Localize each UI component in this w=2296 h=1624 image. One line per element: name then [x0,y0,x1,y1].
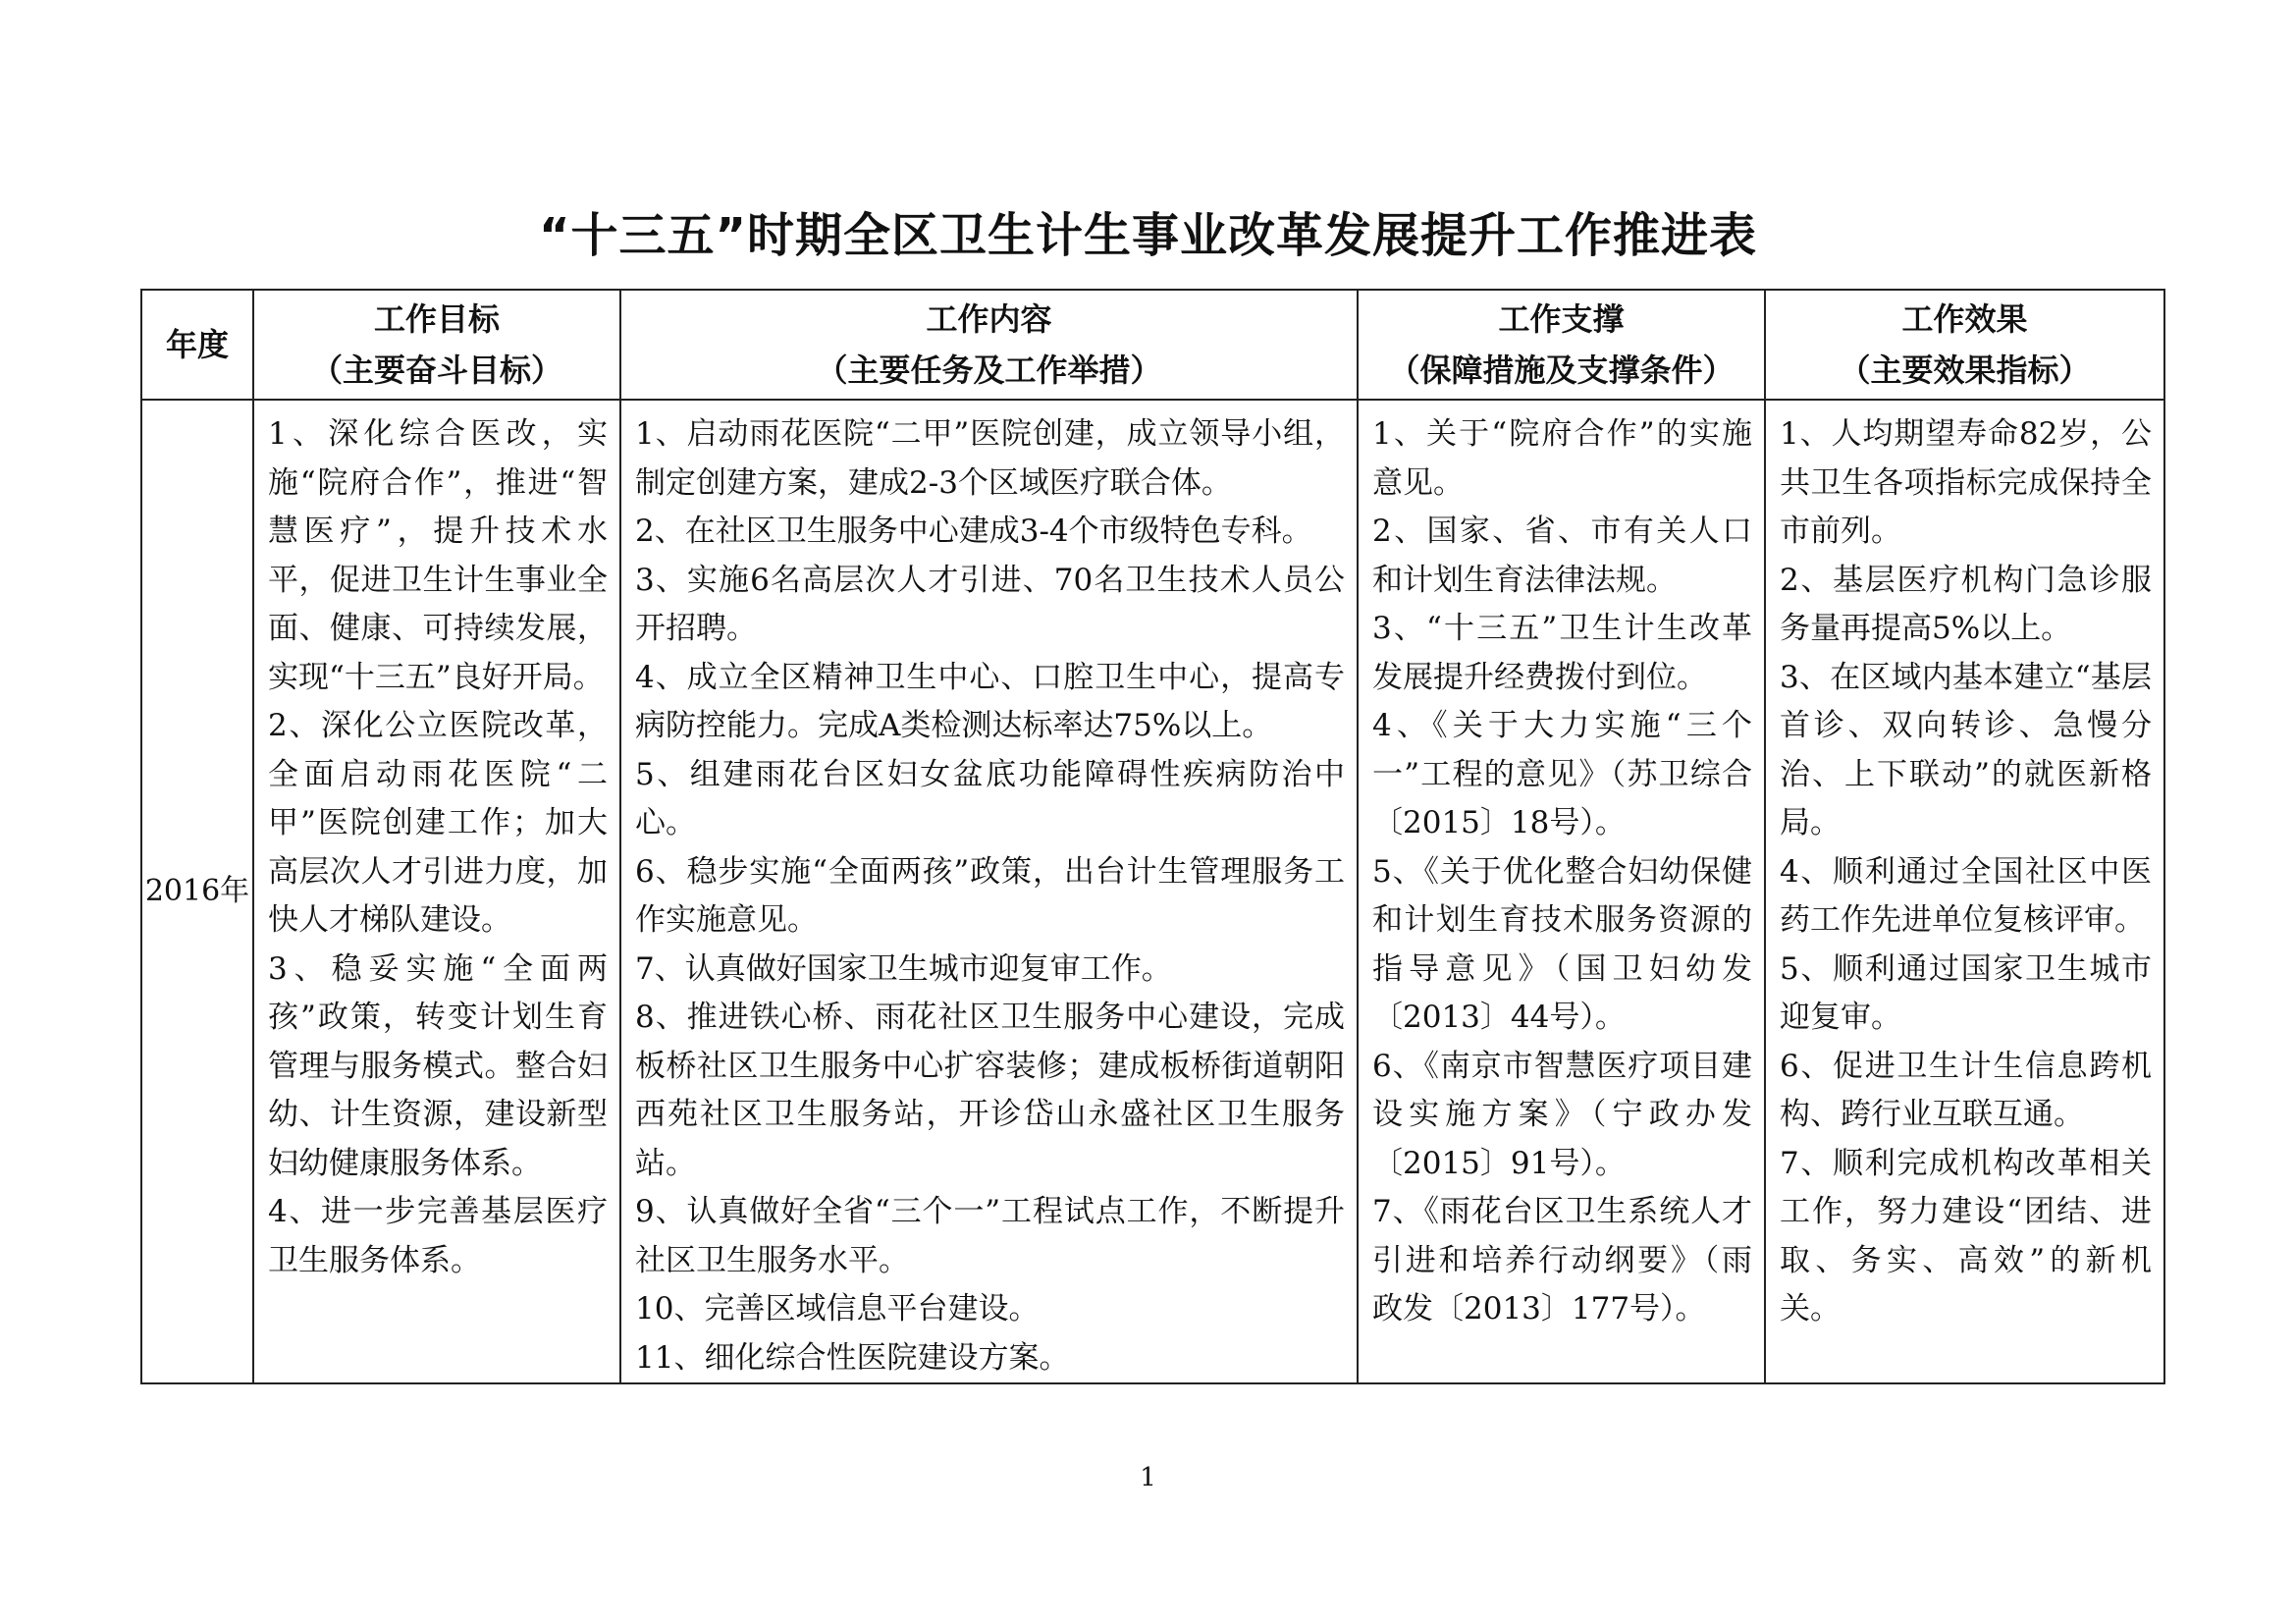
header-year: 年度 [141,290,253,400]
list-item: 3、在区域内基本建立“基层首诊、双向转诊、急慢分治、上下联动”的就医新格局。 [1780,659,2152,840]
list-item: 10、完善区域信息平台建设。 [635,1291,1040,1326]
header-support [1358,290,1765,400]
header-support-title: 工作支撑 [1498,300,1625,338]
list-item: 9、认真做好全省“三个一”工程试点工作，不断提升社区卫生服务水平。 [635,1194,1345,1278]
header-goal-subtitle: （主要奋斗目标） [310,352,562,389]
list-item: 3、稳妥实施“全面两孩”政策，转变计划生育管理与服务模式。整合妇幼、计生资源，建设新型妇幼健康服务体系。 [268,950,608,1181]
list-item: 5、顺利通过国家卫生城市迎复审。 [1780,950,2152,1035]
work-progress-table [140,289,2165,1384]
list-item: 5、《关于优化整合妇幼保健和计划生育技术服务资源的指导意见》（国卫妇幼发〔2013〕44号）。 [1372,853,1752,1035]
year-cell: 2016年 [141,400,253,1383]
list-item: 4、进一步完善基层医疗卫生服务体系。 [268,1194,608,1278]
header-content [620,290,1358,400]
table-row [141,400,2164,1383]
list-item: 7、认真做好国家卫生城市迎复审工作。 [635,950,1172,987]
list-item: 4、《关于大力实施“三个一”工程的意见》（苏卫综合〔2015〕18号）。 [1372,708,1752,840]
header-content-title: 工作内容 [926,300,1052,338]
goal-cell [253,400,620,1383]
list-item: 1、人均期望寿命82岁，公共卫生各项指标完成保持全市前列。 [1780,416,2152,549]
list-item: 8、推进铁心桥、雨花社区卫生服务中心建设，完成板桥社区卫生服务中心扩容装修；建成板桥街道朝阳西苑社区卫生服务站，开诊岱山永盛社区卫生服务站。 [635,1000,1345,1181]
list-item: 2、国家、省、市有关人口和计划生育法律法规。 [1372,514,1752,598]
header-goal [253,290,620,400]
support-cell [1358,400,1765,1383]
list-item: 6、《南京市智慧医疗项目建设实施方案》（宁政办发〔2015〕91号）。 [1372,1048,1752,1181]
header-content-subtitle: （主要任务及工作举措） [816,352,1162,389]
list-item: 1、启动雨花医院“二甲”医院创建，成立领导小组，制定创建方案，建成2-3个区域医疗联合体。 [635,416,1345,501]
header-effect [1765,290,2164,400]
header-row [141,290,2164,400]
effect-cell [1765,400,2164,1383]
header-effect-subtitle: （主要效果指标） [1839,352,2091,389]
list-item: 1、深化综合医改，实施“院府合作”，推进“智慧医疗”，提升技术水平，促进卫生计生事业全面、健康、可持续发展，实现“十三五”良好开局。 [268,416,608,695]
list-item: 4、成立全区精神卫生中心、口腔卫生中心，提高专病防控能力。完成A类检测达标率达75%以上。 [635,659,1345,743]
header-support-subtitle: （保障措施及支撑条件） [1388,352,1735,389]
page-number: 1 [1140,1463,1156,1492]
list-item: 3、“十三五”卫生计生改革发展提升经费拨付到位。 [1372,611,1752,695]
list-item: 6、促进卫生计生信息跨机构、跨行业互联互通。 [1780,1048,2152,1132]
list-item: 2、基层医疗机构门急诊服务量再提高5%以上。 [1780,562,2152,646]
list-item: 2、在社区卫生服务中心建成3-4个市级特色专科。 [635,514,1312,549]
list-item: 3、实施6名高层次人才引进、70名卫生技术人员公开招聘。 [635,562,1345,646]
list-item: 7、《雨花台区卫生系统人才引进和培养行动纲要》（雨政发〔2013〕177号）。 [1372,1194,1752,1326]
list-item: 1、关于“院府合作”的实施意见。 [1372,416,1752,501]
list-item: 5、组建雨花台区妇女盆底功能障碍性疾病防治中心。 [635,756,1345,840]
list-item: 4、顺利通过全国社区中医药工作先进单位复核评审。 [1780,853,2152,938]
content-cell [620,400,1358,1383]
list-item: 6、稳步实施“全面两孩”政策，出台计生管理服务工作实施意见。 [635,853,1345,938]
header-goal-title: 工作目标 [373,300,500,338]
list-item: 7、顺利完成机构改革相关工作，努力建设“团结、进取、务实、高效”的新机关。 [1780,1145,2152,1326]
list-item: 2、深化公立医院改革，全面启动雨花医院“二甲”医院创建工作；加大高层次人才引进力度，加快人才梯队建设。 [268,708,608,938]
header-effect-title: 工作效果 [1901,300,2028,338]
page-title: “十三五”时期全区卫生计生事业改革发展提升工作推进表 [538,208,1758,263]
list-item: 11、细化综合性医院建设方案。 [635,1339,1070,1376]
